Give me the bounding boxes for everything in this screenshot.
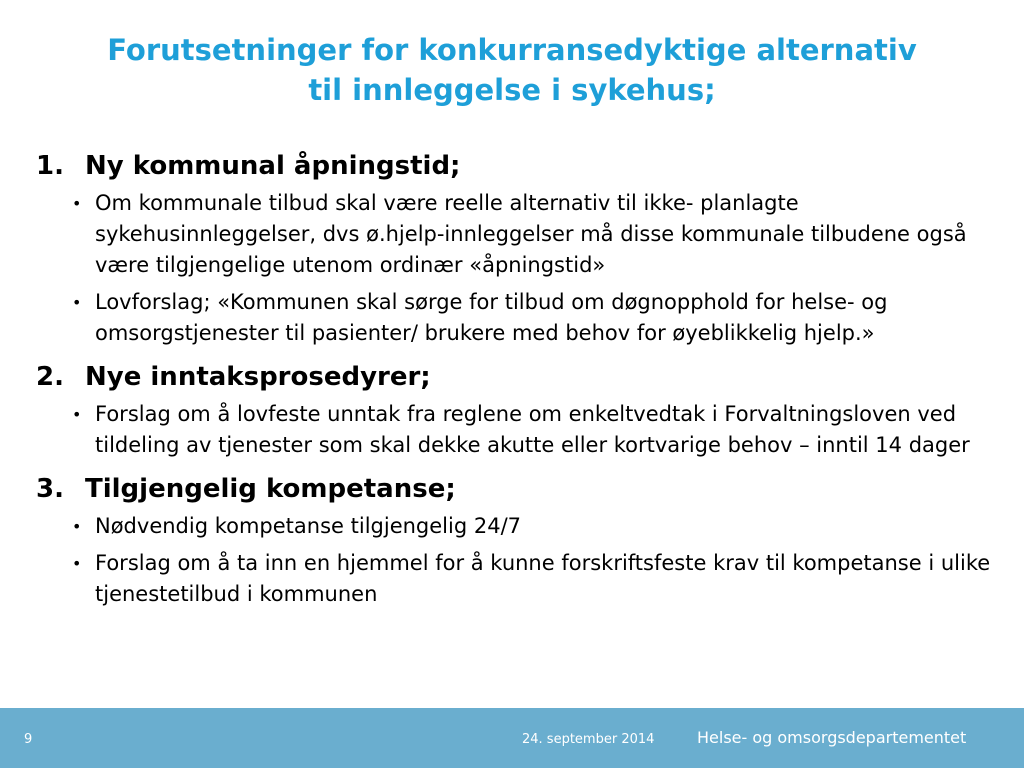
section-number: 2. xyxy=(36,362,64,392)
page-number: 9 xyxy=(24,732,33,747)
section-title: Ny kommunal åpningstid; xyxy=(85,151,461,181)
bullet-icon: • xyxy=(72,293,82,312)
bullet-list xyxy=(36,188,996,349)
bullet-item xyxy=(36,511,996,542)
bullet-text: Lovforslag; «Kommunen skal sørge for tilbud om døgnopphold for helse- og omsorgstjenester til pasienter/ brukere med behov for øyeblikkelig hjelp.» xyxy=(95,290,888,345)
bullet-list xyxy=(36,511,996,610)
bullet-item xyxy=(36,548,996,610)
footer-date: 24. september 2014 xyxy=(522,732,655,747)
bullet-item xyxy=(36,399,996,461)
slide-footer xyxy=(0,708,1024,768)
bullet-text: Forslag om å ta inn en hjemmel for å kunne forskriftsfeste krav til kompetanse i ulike tjenestetilbud i kommunen xyxy=(95,551,991,606)
bullet-icon: • xyxy=(72,517,82,536)
bullet-icon: • xyxy=(72,405,82,424)
footer-organization: Helse- og omsorgsdepartementet xyxy=(697,728,967,747)
section-heading xyxy=(36,146,996,186)
section-intake-procedures xyxy=(36,357,996,461)
bullet-icon: • xyxy=(72,554,82,573)
bullet-item xyxy=(36,188,996,281)
section-opening-hours xyxy=(36,146,996,349)
section-number: 1. xyxy=(36,151,64,181)
bullet-text: Forslag om å lovfeste unntak fra reglene om enkeltvedtak i Forvaltningsloven ved tildeling av tjenester som skal dekke akutte eller kortvarige behov – inntil 14 dager xyxy=(95,402,970,457)
slide-title-line: til innleggelse i sykehus; xyxy=(308,73,716,107)
bullet-list xyxy=(36,399,996,461)
bullet-item xyxy=(36,287,996,349)
section-number: 3. xyxy=(36,474,64,504)
slide-title-line: Forutsetninger for konkurransedyktige alternativ xyxy=(107,33,917,67)
section-heading xyxy=(36,469,996,509)
slide-content xyxy=(36,146,996,618)
section-title: Tilgjengelig kompetanse; xyxy=(85,474,456,504)
slide-title xyxy=(0,30,1024,110)
bullet-text: Om kommunale tilbud skal være reelle alternativ til ikke- planlagte sykehusinnleggelser, dvs ø.hjelp-innleggelser må disse kommunale tilbudene også være tilgjengelige utenom ordinær «åpningstid» xyxy=(95,191,967,277)
section-heading xyxy=(36,357,996,397)
bullet-icon: • xyxy=(72,194,82,213)
section-title: Nye inntaksprosedyrer; xyxy=(85,362,431,392)
bullet-text: Nødvendig kompetanse tilgjengelig 24/7 xyxy=(95,514,522,538)
section-available-competence xyxy=(36,469,996,610)
